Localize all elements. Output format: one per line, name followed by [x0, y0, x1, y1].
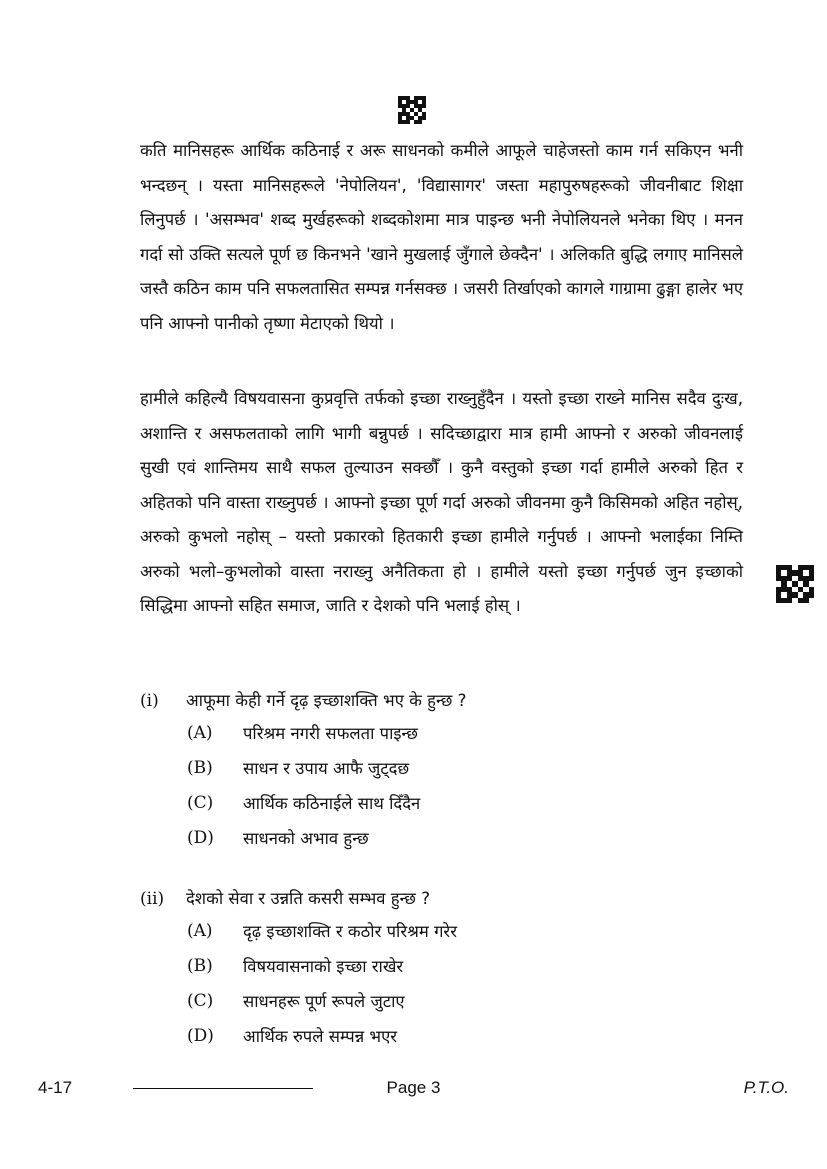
option [140, 716, 740, 751]
paper-code: 4-17 [38, 1078, 73, 1097]
question-line [140, 686, 740, 716]
option-letter: (D) [187, 1026, 214, 1046]
option [140, 984, 740, 1019]
option [140, 914, 740, 949]
question [140, 686, 740, 856]
option-text: आर्थिक कठिनाईले साथ दिँदैन [243, 794, 421, 813]
option [140, 751, 740, 786]
qr-code-icon [398, 96, 426, 124]
option-letter: (C) [187, 793, 214, 813]
option-letter: (B) [187, 956, 213, 976]
option [140, 821, 740, 856]
question-number: (i) [140, 691, 159, 711]
question [140, 884, 740, 1054]
option [140, 786, 740, 821]
option-letter: (A) [187, 723, 213, 743]
option [140, 1019, 740, 1054]
question-number: (ii) [140, 889, 165, 909]
option-text: दृढ़ इच्छाशक्ति र कठोर परिश्रम गरेर [243, 922, 457, 941]
option-text: परिश्रम नगरी सफलता पाइन्छ [243, 724, 418, 743]
qr-code-icon [776, 565, 814, 603]
option-letter: (D) [187, 828, 214, 848]
pto-label: P.T.O. [743, 1078, 789, 1097]
passage-paragraph: हामीले कहिल्यै विषयवासना कुप्रवृत्ति तर्फको इच्छा राख्नुहुँदैन । यस्तो इच्छा राख्ने मानिस सदैव दुःख, अशान्ति र असफलताको लागि भागी बन्नुपर्छ । सदिच्छाद्वारा मात्र हामी आफ्नो र अरुको जीवनलाई सुखी एवं शान्तिमय साथै सफल तुल्याउन सक्छौँ । कुनै वस्तुको इच्छा गर्दा हामीले अरुको हित र अहितको पनि वास्ता राख्नुपर्छ । आफ्नो इच्छा पूर्ण गर्दा अरुको जीवनमा कुनै किसिमको अहित नहोस्, अरुको कुभलो नहोस् – यस्तो प्रकारको हितकारी इच्छा हामीले गर्नुपर्छ । आफ्नो भलाईका निम्ति अरुको भलो–कुभलोको वास्ता नराख्नु अनैतिकता हो । हामीले यस्तो इच्छा गर्नुपर्छ जुन इच्छाको सिद्धिमा आफ्नो सहित समाज, जाति र देशको पनि भलाई होस् । [140, 389, 744, 615]
question-line [140, 884, 740, 914]
option-text: आर्थिक रुपले सम्पन्न भएर [243, 1027, 398, 1046]
passage-paragraph: कति मानिसहरू आर्थिक कठिनाई र अरू साधनको कमीले आफूले चाहेजस्तो काम गर्न सकिएन भनी भन्दछन् । यस्ता मानिसहरूले 'नेपोलियन', 'विद्यासागर' जस्ता महापुरुषहरूको जीवनीबाट शिक्षा लिनुपर्छ । 'असम्भव' शब्द मुर्खहरूको शब्दकोशमा मात्र पाइन्छ भनी नेपोलियनले भनेका थिए । मनन गर्दा सो उक्ति सत्यले पूर्ण छ किनभने 'खाने मुखलाई जुँगाले छेक्दैन' । अलिकति बुद्धि लगाए मानिसले जस्तै कठिन काम पनि सफलतासित सम्पन्न गर्नसक्छ । जसरी तिर्खाएको कागले गाग्रामा ढुङ्गा हालेर भए पनि आफ्नो पानीको तृष्णा मेटाएको थियो । [140, 141, 743, 333]
option-text: साधनको अभाव हुन्छ [243, 829, 369, 848]
option-letter: (B) [187, 758, 213, 778]
option-letter: (C) [187, 991, 214, 1011]
option-text: साधनहरू पूर्ण रूपले जुटाए [243, 992, 405, 1011]
option [140, 949, 740, 984]
question-text: देशको सेवा र उन्नति कसरी सम्भव हुन्छ ? [186, 889, 431, 908]
option-letter: (A) [187, 921, 213, 941]
option-text: विषयवासनाको इच्छा राखेर [243, 957, 404, 976]
option-text: साधन र उपाय आफै जुट्दछ [243, 759, 410, 778]
question-text: आफूमा केही गर्ने दृढ़ इच्छाशक्ति भए के हुन्छ ? [186, 691, 467, 710]
page-number: Page 3 [386, 1078, 441, 1097]
